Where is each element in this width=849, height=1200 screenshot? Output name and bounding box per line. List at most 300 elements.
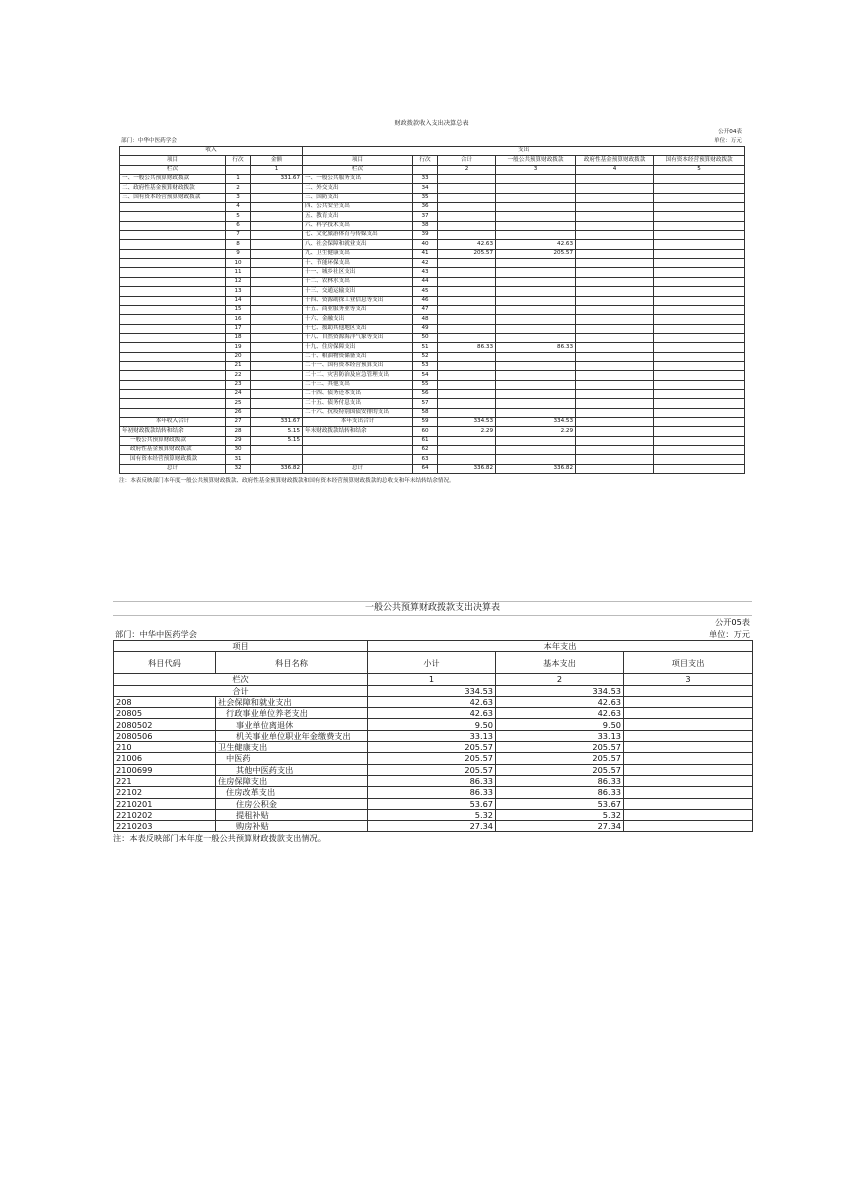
col-line: 行次 — [226, 156, 251, 165]
carryover-sub-label: 国有资本经营预算财政拨款 — [120, 455, 226, 464]
income-item — [120, 343, 226, 352]
table1-row — [120, 287, 745, 296]
expense-total — [438, 352, 496, 361]
col-name: 科目名称 — [216, 652, 368, 674]
expense-gov-fund — [576, 324, 654, 333]
expense-state-capital — [654, 277, 745, 286]
expense-total — [438, 277, 496, 286]
table1-title: 财政拨款收入支出决算总表 — [394, 120, 469, 127]
expense-general — [496, 277, 576, 286]
subtotal-value: 33.13 — [368, 730, 496, 741]
income-amount — [251, 259, 303, 268]
expense-total — [438, 221, 496, 230]
expense-general — [496, 324, 576, 333]
line-number: 38 — [413, 221, 438, 230]
line-number: 49 — [413, 324, 438, 333]
table1-row — [120, 212, 745, 221]
income-amount — [251, 352, 303, 361]
subject-name: 住房保障支出 — [216, 775, 368, 786]
expense-general: 86.33 — [496, 343, 576, 352]
income-item — [120, 212, 226, 221]
income-item — [120, 324, 226, 333]
table1-row — [120, 184, 745, 193]
line-number: 13 — [226, 287, 251, 296]
expense-gov-fund — [576, 175, 654, 184]
line-number: 3 — [226, 193, 251, 202]
col-current-year: 本年支出 — [368, 641, 753, 652]
table2-row — [114, 696, 753, 707]
expense-state-capital — [654, 371, 745, 380]
table2-row — [114, 730, 753, 741]
subject-name: 行政事业单位养老支出 — [216, 708, 368, 719]
income-amount — [251, 380, 303, 389]
table2-row — [114, 708, 753, 719]
carryover-sub-amount — [251, 455, 303, 464]
table1-grand-total-row — [120, 464, 745, 473]
table1-group-header — [120, 147, 745, 156]
income-amount: 331.67 — [251, 175, 303, 184]
income-item: 三、国有资本经营预算财政拨款 — [120, 193, 226, 202]
line-number: 56 — [413, 389, 438, 398]
income-amount — [251, 324, 303, 333]
expense-item: 二十六、抗疫特别国债安排的支出 — [303, 408, 413, 417]
col-subtotal: 小计 — [368, 652, 496, 674]
subject-code: 2080506 — [114, 730, 216, 741]
expense-general — [496, 333, 576, 342]
table1-note: 注：本表反映部门本年度一般公共预算财政拨款、政府性基金预算财政拨款和国有资本经营预算财政拨款的总收支和年末结转结余情况。 — [119, 478, 455, 485]
line-number: 40 — [413, 240, 438, 249]
expense-total — [438, 408, 496, 417]
table1-row — [120, 175, 745, 184]
expense-general — [496, 212, 576, 221]
expense-total — [438, 315, 496, 324]
expense-general — [496, 287, 576, 296]
project-value — [624, 742, 753, 753]
table1-row — [120, 361, 745, 370]
subject-code: 208 — [114, 696, 216, 707]
income-item — [120, 231, 226, 240]
expense-gov-fund — [576, 184, 654, 193]
table1-row — [120, 231, 745, 240]
subject-code: 221 — [114, 775, 216, 786]
expense-general: 205.57 — [496, 249, 576, 258]
expense-gov-fund — [576, 380, 654, 389]
expense-item: 十九、住房保障支出 — [303, 343, 413, 352]
income-total-amount: 331.67 — [251, 417, 303, 426]
expense-total — [438, 212, 496, 221]
col-gov-fund: 政府性基金预算财政拨款 — [576, 156, 654, 165]
income-item: 二、政府性基金预算财政拨款 — [120, 184, 226, 193]
line-number: 10 — [226, 259, 251, 268]
expense-item: 九、卫生健康支出 — [303, 249, 413, 258]
col-total: 合计 — [438, 156, 496, 165]
expense-item: 十六、金融支出 — [303, 315, 413, 324]
expense-state-capital — [654, 361, 745, 370]
line-number: 31 — [226, 455, 251, 464]
subject-code: 210 — [114, 742, 216, 753]
expense-gov-fund — [576, 240, 654, 249]
subject-name: 中医药 — [216, 753, 368, 764]
col-project-expense: 项目支出 — [624, 652, 753, 674]
income-item — [120, 240, 226, 249]
grand-total-out-label: 总计 — [303, 464, 413, 473]
table2-row — [114, 798, 753, 809]
line-number: 57 — [413, 399, 438, 408]
line-number: 30 — [226, 446, 251, 455]
line-number: 41 — [413, 249, 438, 258]
income-item — [120, 389, 226, 398]
line-number: 62 — [413, 446, 438, 455]
income-amount — [251, 389, 303, 398]
col-amount: 金额 — [251, 156, 303, 165]
subject-code: 20805 — [114, 708, 216, 719]
income-expense-summary-table — [119, 146, 745, 474]
expense-general — [496, 389, 576, 398]
line-number: 63 — [413, 455, 438, 464]
expense-state-capital — [654, 240, 745, 249]
expense-item: 十五、商业服务业等支出 — [303, 305, 413, 314]
income-amount — [251, 249, 303, 258]
expense-state-capital — [654, 231, 745, 240]
basic-value: 205.57 — [496, 753, 624, 764]
total-label: 合计 — [114, 685, 368, 696]
col-project: 项目 — [114, 641, 368, 652]
table2-row — [114, 809, 753, 820]
expense-total — [438, 296, 496, 305]
table1-carryover-row — [120, 427, 745, 436]
subtotal-value: 86.33 — [368, 787, 496, 798]
expense-state-capital — [654, 287, 745, 296]
col-number: 2 — [496, 674, 624, 685]
expense-total — [438, 380, 496, 389]
subject-code: 2210203 — [114, 821, 216, 832]
income-item — [120, 380, 226, 389]
line-number: 11 — [226, 268, 251, 277]
expense-gov-fund — [576, 389, 654, 398]
expense-gov-fund — [576, 249, 654, 258]
carryover-sub-amount: 5.15 — [251, 436, 303, 445]
income-item: 一、一般公共预算财政拨款 — [120, 175, 226, 184]
expense-state-capital — [654, 296, 745, 305]
income-item — [120, 315, 226, 324]
expense-item: 五、教育支出 — [303, 212, 413, 221]
income-item — [120, 277, 226, 286]
expense-general — [496, 184, 576, 193]
expense-general — [496, 221, 576, 230]
col-code: 科目代码 — [114, 652, 216, 674]
income-item — [120, 361, 226, 370]
income-item — [120, 221, 226, 230]
line-number: 58 — [413, 408, 438, 417]
basic-value: 42.63 — [496, 696, 624, 707]
line-number: 26 — [226, 408, 251, 417]
table1-row — [120, 259, 745, 268]
line-number: 25 — [226, 399, 251, 408]
table1-row — [120, 399, 745, 408]
income-amount — [251, 268, 303, 277]
col-number: 4 — [576, 165, 654, 174]
carryover-sub-label: 一般公共预算财政拨款 — [120, 436, 226, 445]
expense-item: 八、社会保障和就业支出 — [303, 240, 413, 249]
carryover-sub-label: 政府性基金预算财政拨款 — [120, 446, 226, 455]
expense-general — [496, 371, 576, 380]
expense-gov-fund — [576, 277, 654, 286]
basic-value: 86.33 — [496, 787, 624, 798]
subtotal-value: 205.57 — [368, 742, 496, 753]
basic-value: 86.33 — [496, 775, 624, 786]
expense-state-capital — [654, 343, 745, 352]
table1-row — [120, 315, 745, 324]
table1-unit: 单位：万元 — [714, 138, 742, 144]
line-number: 44 — [413, 277, 438, 286]
income-amount — [251, 221, 303, 230]
expense-item: 二十一、国有资本经营预算支出 — [303, 361, 413, 370]
table2-unit: 单位：万元 — [709, 629, 750, 639]
project-value — [624, 775, 753, 786]
carryover-in-amount: 5.15 — [251, 427, 303, 436]
table1-code: 公开04表 — [718, 129, 742, 135]
line-number: 17 — [226, 324, 251, 333]
line-number: 64 — [413, 464, 438, 473]
expense-item: 十四、资源勘探工业信息等支出 — [303, 296, 413, 305]
expense-total — [438, 259, 496, 268]
expense-total — [438, 175, 496, 184]
expense-item: 十八、自然资源海洋气象等支出 — [303, 333, 413, 342]
expense-gov-fund — [576, 361, 654, 370]
subtotal-value: 42.63 — [368, 708, 496, 719]
expense-gov-fund — [576, 231, 654, 240]
expense-gov-fund — [576, 408, 654, 417]
line-number: 34 — [413, 184, 438, 193]
expense-total — [438, 268, 496, 277]
expense-general — [496, 305, 576, 314]
table1-sub-row — [120, 455, 745, 464]
expense-gov-fund — [576, 212, 654, 221]
carryover-out-general: 2.29 — [496, 427, 576, 436]
col-number: 3 — [496, 165, 576, 174]
table2-note: 注：本表反映部门本年度一般公共预算财政拨款支出情况。 — [113, 833, 326, 844]
table1-row — [120, 380, 745, 389]
col-number: 1 — [368, 674, 496, 685]
expense-item: 十三、交通运输支出 — [303, 287, 413, 296]
expense-gov-fund — [576, 371, 654, 380]
line-number: 33 — [413, 175, 438, 184]
expense-item: 十二、农林水支出 — [303, 277, 413, 286]
total-subtotal: 334.53 — [368, 685, 496, 696]
grand-total-out-amount: 336.82 — [438, 464, 496, 473]
table1-current-year-total-row — [120, 417, 745, 426]
line-number: 43 — [413, 268, 438, 277]
subject-code: 2080502 — [114, 719, 216, 730]
expense-general — [496, 408, 576, 417]
subtotal-value: 42.63 — [368, 696, 496, 707]
line-number: 22 — [226, 371, 251, 380]
line-number: 12 — [226, 277, 251, 286]
income-item — [120, 305, 226, 314]
line-number: 60 — [413, 427, 438, 436]
line-number: 21 — [226, 361, 251, 370]
line-number: 14 — [226, 296, 251, 305]
subject-name: 社会保障和就业支出 — [216, 696, 368, 707]
line-number: 27 — [226, 417, 251, 426]
line-number: 20 — [226, 352, 251, 361]
expense-item: 十、节能环保支出 — [303, 259, 413, 268]
expense-item: 二十、粮油物资储备支出 — [303, 352, 413, 361]
line-number: 4 — [226, 203, 251, 212]
expense-state-capital — [654, 305, 745, 314]
table2-title: 一般公共预算财政拨款支出决算表 — [113, 601, 752, 616]
project-value — [624, 730, 753, 741]
expense-general: 42.63 — [496, 240, 576, 249]
income-item — [120, 408, 226, 417]
expense-gov-fund — [576, 305, 654, 314]
line-number: 2 — [226, 184, 251, 193]
expense-total — [438, 371, 496, 380]
expense-item: 十一、城乡社区支出 — [303, 268, 413, 277]
project-value — [624, 708, 753, 719]
line-number: 37 — [413, 212, 438, 221]
expense-total — [438, 184, 496, 193]
table2-row — [114, 821, 753, 832]
col-number: 5 — [654, 165, 745, 174]
line-number: 36 — [413, 203, 438, 212]
expense-general — [496, 175, 576, 184]
expense-total — [438, 324, 496, 333]
income-amount — [251, 296, 303, 305]
expense-header: 支出 — [303, 147, 745, 156]
expense-general — [496, 399, 576, 408]
subject-code: 21006 — [114, 753, 216, 764]
table1-col-number-row — [120, 165, 745, 174]
line-number: 59 — [413, 417, 438, 426]
line-number: 16 — [226, 315, 251, 324]
expense-state-capital — [654, 249, 745, 258]
expense-item: 二、外交支出 — [303, 184, 413, 193]
expense-item: 六、科学技术支出 — [303, 221, 413, 230]
expense-total: 42.63 — [438, 240, 496, 249]
subject-code: 22102 — [114, 787, 216, 798]
line-number: 9 — [226, 249, 251, 258]
table1-row — [120, 408, 745, 417]
income-item — [120, 296, 226, 305]
carryover-sub-amount — [251, 446, 303, 455]
expense-total — [438, 399, 496, 408]
expense-general — [496, 231, 576, 240]
table2-row — [114, 742, 753, 753]
project-value — [624, 821, 753, 832]
line-number: 51 — [413, 343, 438, 352]
income-amount — [251, 277, 303, 286]
expense-total — [438, 361, 496, 370]
subtotal-value: 205.57 — [368, 764, 496, 775]
grand-total-out-general: 336.82 — [496, 464, 576, 473]
expense-state-capital — [654, 389, 745, 398]
general-budget-expense-table — [113, 640, 753, 832]
col-general: 一般公共预算财政拨款 — [496, 156, 576, 165]
table2-row — [114, 787, 753, 798]
line-number: 23 — [226, 380, 251, 389]
expense-item: 四、公共安全支出 — [303, 203, 413, 212]
income-expense-summary-sheet — [119, 119, 744, 484]
income-item — [120, 333, 226, 342]
expense-item: 二十五、债务付息支出 — [303, 399, 413, 408]
table1-row — [120, 352, 745, 361]
subject-code: 2210201 — [114, 798, 216, 809]
table2-code: 公开05表 — [715, 617, 750, 627]
basic-value: 205.57 — [496, 742, 624, 753]
expense-state-capital — [654, 352, 745, 361]
expense-general — [496, 352, 576, 361]
carryover-out-label: 年末财政拨款结转和结余 — [303, 427, 413, 436]
table1-row — [120, 305, 745, 314]
expense-state-capital — [654, 175, 745, 184]
total-basic: 334.53 — [496, 685, 624, 696]
income-item — [120, 352, 226, 361]
expense-gov-fund — [576, 287, 654, 296]
subject-name: 机关事业单位职业年金缴费支出 — [216, 730, 368, 741]
grand-total-in-label: 总计 — [120, 464, 226, 473]
expense-state-capital — [654, 399, 745, 408]
subtotal-value: 86.33 — [368, 775, 496, 786]
expense-item: 十七、援助其他地区支出 — [303, 324, 413, 333]
table2-row — [114, 775, 753, 786]
col-item: 项目 — [303, 156, 413, 165]
row-col-label: 栏次 — [114, 674, 368, 685]
table1-row — [120, 221, 745, 230]
col-basic: 基本支出 — [496, 652, 624, 674]
expense-state-capital — [654, 203, 745, 212]
expense-total: 86.33 — [438, 343, 496, 352]
expense-total — [438, 333, 496, 342]
line-number: 7 — [226, 231, 251, 240]
expense-item: 一、一般公共服务支出 — [303, 175, 413, 184]
project-value — [624, 787, 753, 798]
line-number: 35 — [413, 193, 438, 202]
subject-code: 2210202 — [114, 809, 216, 820]
expense-gov-fund — [576, 315, 654, 324]
line-number: 50 — [413, 333, 438, 342]
basic-value: 42.63 — [496, 708, 624, 719]
expense-gov-fund — [576, 343, 654, 352]
col-number: 1 — [251, 165, 303, 174]
expense-item: 二十四、债务还本支出 — [303, 389, 413, 398]
expense-state-capital — [654, 184, 745, 193]
line-number: 6 — [226, 221, 251, 230]
expense-total — [438, 305, 496, 314]
income-item — [120, 268, 226, 277]
expense-total — [438, 231, 496, 240]
line-number: 5 — [226, 212, 251, 221]
expense-general — [496, 193, 576, 202]
income-amount — [251, 371, 303, 380]
subtotal-value: 53.67 — [368, 798, 496, 809]
expense-general — [496, 380, 576, 389]
income-item — [120, 249, 226, 258]
expense-gov-fund — [576, 193, 654, 202]
basic-value: 33.13 — [496, 730, 624, 741]
table1-row — [120, 333, 745, 342]
project-value — [624, 809, 753, 820]
expense-state-capital — [654, 268, 745, 277]
basic-value: 9.50 — [496, 719, 624, 730]
subtotal-value: 205.57 — [368, 753, 496, 764]
col-number: 3 — [624, 674, 753, 685]
expense-gov-fund — [576, 221, 654, 230]
expense-general — [496, 296, 576, 305]
col-state-capital: 国有资本经营预算财政拨款 — [654, 156, 745, 165]
expense-state-capital — [654, 193, 745, 202]
income-item — [120, 399, 226, 408]
